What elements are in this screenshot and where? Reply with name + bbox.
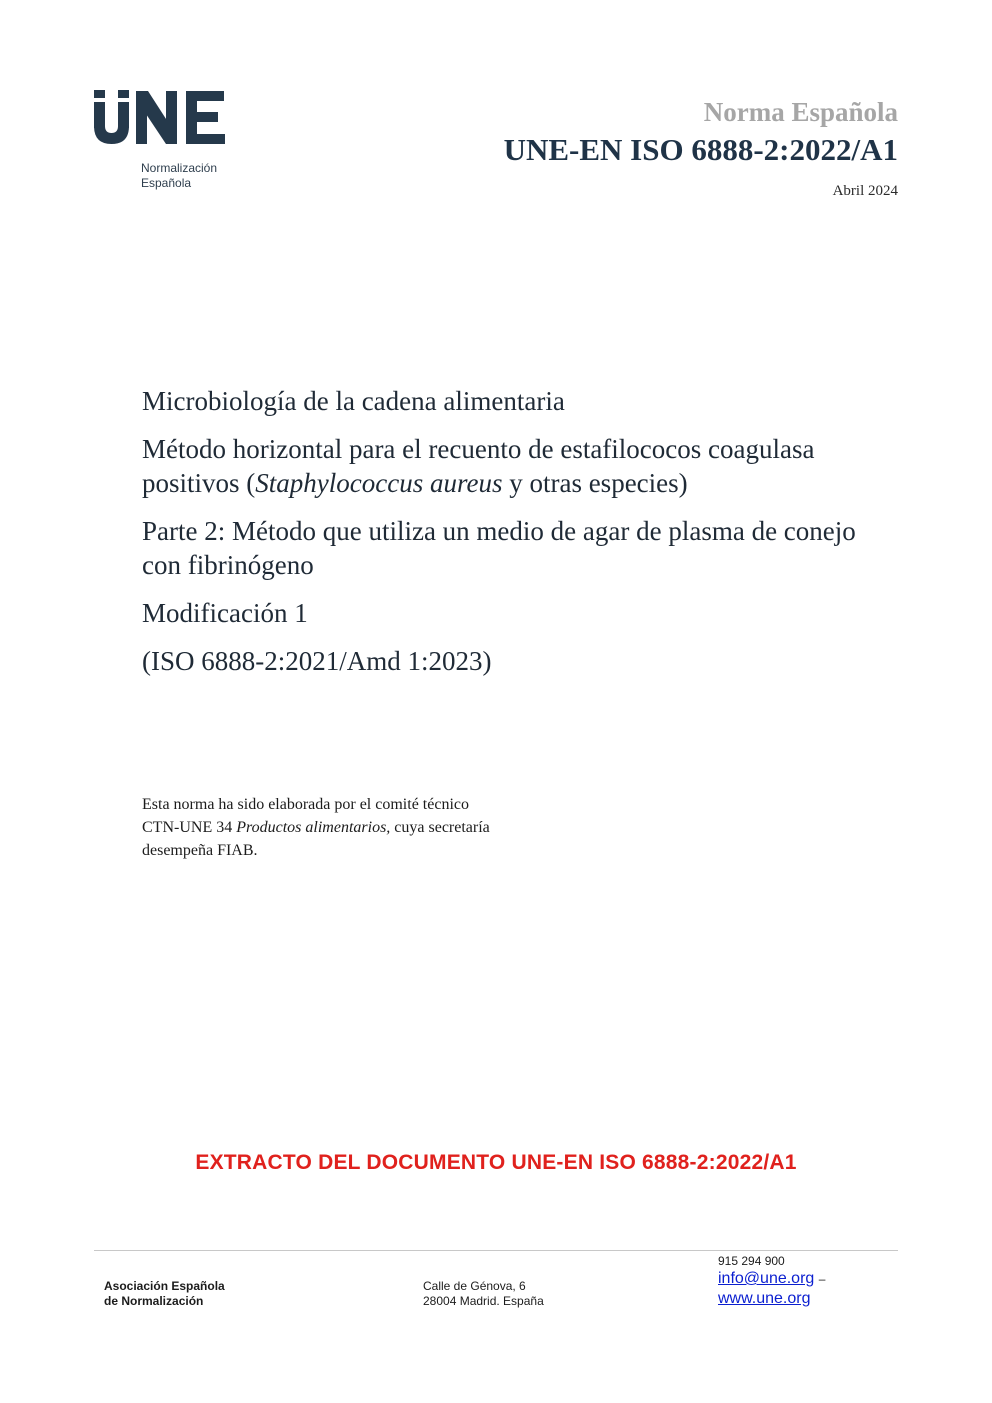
footer-email-line <box>718 1269 825 1289</box>
standard-code: UNE-EN ISO 6888-2:2022/A1 <box>503 132 898 167</box>
extract-notice: EXTRACTO DEL DOCUMENTO UNE-EN ISO 6888-2:2022/A1 <box>195 1151 797 1174</box>
title-amendment: Modificación 1 <box>142 598 308 628</box>
title-method: Método horizontal para el recuento de estafilococos coagulasa positivos (Staphylococcus aureus y otras especies) <box>142 434 815 498</box>
committee-name: Productos alimentarios, <box>236 819 391 836</box>
standard-header <box>504 95 898 200</box>
footer-org-line2: de Normalización <box>104 1294 204 1308</box>
footer-organization <box>104 1279 225 1309</box>
footer-contact <box>718 1253 825 1309</box>
logo-subtitle-line1: Normalización <box>141 161 218 175</box>
standard-label: Norma Española <box>703 97 898 127</box>
footer-divider <box>94 1250 898 1251</box>
footer-website-line <box>718 1289 825 1309</box>
email-link[interactable]: info@une.org <box>718 1270 815 1287</box>
footer-address <box>423 1279 544 1309</box>
website-link[interactable]: www.une.org <box>718 1290 811 1307</box>
document-titles <box>142 384 882 692</box>
committee-line1: Esta norma ha sido elaborada por el comité técnico <box>142 796 469 813</box>
une-logo <box>92 88 252 198</box>
title-iso-reference: (ISO 6888-2:2021/Amd 1:2023) <box>142 646 492 676</box>
footer-addr-line1: Calle de Génova, 6 <box>423 1279 526 1293</box>
logo-subtitle <box>141 161 217 191</box>
species-name: Staphylococcus aureus <box>255 468 503 498</box>
committee-statement <box>142 793 622 862</box>
title-part: Parte 2: Método que utiliza un medio de agar de plasma de conejo con fibrinógeno <box>142 516 856 580</box>
footer-phone: 915 294 900 <box>718 1254 785 1268</box>
committee-line2: CTN-UNE 34 Productos alimentarios, cuya secretaría <box>142 819 490 836</box>
committee-line3: desempeña FIAB. <box>142 842 258 859</box>
logo-subtitle-line2: Española <box>141 176 192 190</box>
footer-separator: – <box>818 1272 826 1286</box>
une-logo-icon <box>92 88 232 148</box>
footer-org-line1: Asociación Española <box>104 1279 225 1293</box>
footer-addr-line2: 28004 Madrid. España <box>423 1294 544 1308</box>
title-main: Microbiología de la cadena alimentaria <box>142 386 565 416</box>
standard-date: Abril 2024 <box>832 183 898 199</box>
